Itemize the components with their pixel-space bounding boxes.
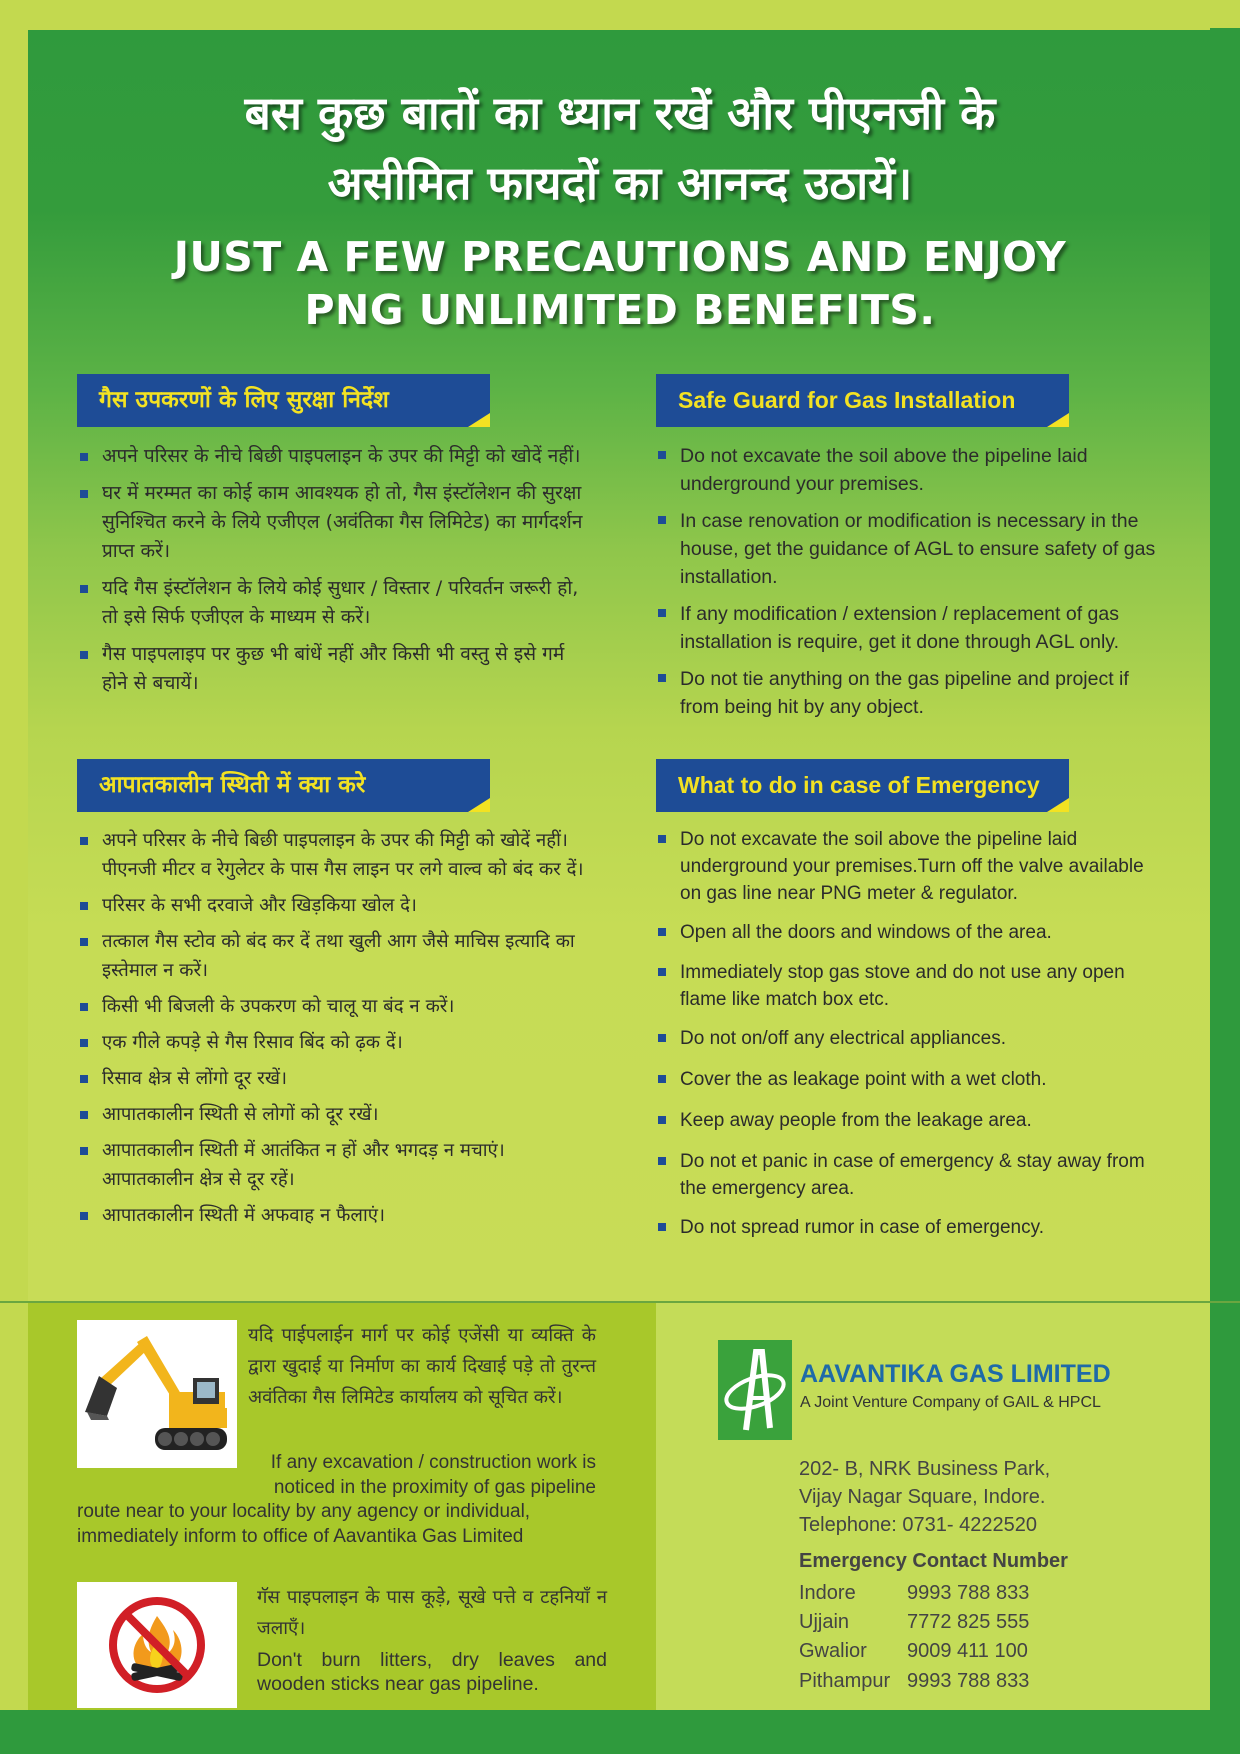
bullet-icon <box>658 1075 666 1083</box>
list-item: Do not spread rumor in case of emergency. <box>656 1214 1168 1241</box>
contact-number: 9993 788 833 <box>907 1582 1030 1604</box>
aavantika-logo-icon <box>718 1340 792 1440</box>
excavation-notice-english-line3: route near to your locality by any agency or individual, <box>77 1501 531 1522</box>
telephone: Telephone: 0731- 4222520 <box>799 1514 1037 1536</box>
bullet-icon <box>658 928 666 936</box>
emergency-english-heading <box>656 759 1069 812</box>
list-item: Immediately stop gas stove and do not use any open flame like match box etc. <box>656 959 1168 1013</box>
bullet-icon <box>658 609 666 617</box>
contact-row <box>799 1611 1029 1634</box>
bullet-icon <box>658 1116 666 1124</box>
contact-row <box>799 1640 1028 1663</box>
bullet-icon <box>658 674 666 682</box>
bullet-icon <box>80 1111 88 1119</box>
emergency-english-list <box>656 826 1168 1241</box>
bullet-icon <box>80 1075 88 1083</box>
safeguard-english-heading <box>656 374 1069 427</box>
excavation-notice-english-line4: immediately inform to office of Aavantika Gas Limited <box>77 1526 524 1547</box>
bullet-icon <box>658 835 666 843</box>
emergency-hindi-heading-text: आपातकालीन स्थिती में क्या करे <box>99 772 366 798</box>
list-item: Keep away people from the leakage area. <box>656 1107 1168 1134</box>
company-logo <box>718 1340 792 1440</box>
list-item: Do not excavate the soil above the pipeline laid underground your premises. <box>656 442 1168 498</box>
address-line1: 202- B, NRK Business Park, <box>799 1458 1051 1480</box>
bullet-icon <box>80 490 88 498</box>
heading-corner-accent <box>468 413 490 427</box>
excavation-notice-hindi: यदि पाईपलाईन मार्ग पर कोई एजेंसी या व्यक्ति के द्वारा खुदाई या निर्माण का कार्य दिखाई पड़े तो तुरन्त अवंतिका गैस लिमिटेड कार्यालय को सूचित करें। <box>248 1325 596 1408</box>
contact-number: 9009 411 100 <box>907 1640 1028 1662</box>
list-item: आपातकालीन स्थिती से लोगों को दूर रखें। <box>78 1100 593 1129</box>
contact-row <box>799 1670 1029 1693</box>
excavator-image <box>77 1320 237 1468</box>
burn-notice-english: Don't burn litters, dry leaves and wooden sticks near gas pipeline. <box>257 1649 607 1695</box>
bullet-icon <box>658 1034 666 1042</box>
contact-number: 9993 788 833 <box>907 1670 1030 1692</box>
right-border <box>1210 28 1240 1710</box>
bullet-icon <box>80 651 88 659</box>
list-item: यदि गैस इंस्टॉलेशन के लिये कोई सुधार / विस्तार / परिवर्तन जरूरी हो, तो इसे सिर्फ एजीएल के माध्यम से करें। <box>78 574 593 632</box>
contact-city: Gwalior <box>799 1640 867 1662</box>
bullet-icon <box>80 902 88 910</box>
section-divider <box>0 1301 1240 1303</box>
contact-number: 7772 825 555 <box>907 1611 1030 1633</box>
contact-city: Indore <box>799 1582 856 1604</box>
bullet-icon <box>80 1147 88 1155</box>
english-title-line1: JUST A FEW PRECAUTIONS AND ENJOY <box>173 233 1067 281</box>
safeguard-hindi-heading <box>77 374 490 427</box>
safeguard-hindi-heading-text: गैस उपकरणों के लिए सुरक्षा निर्देश <box>99 387 389 413</box>
burn-notice-hindi: गॅस पाइपलाइन के पास कूड़े, सूखे पत्ते व टहनियाँ न जलाएँ। <box>257 1587 607 1639</box>
list-item: रिसाव क्षेत्र से लोंगो दूर रखें। <box>78 1064 593 1093</box>
list-item: परिसर के सभी दरवाजे और खिड़किया खोल दे। <box>78 891 593 920</box>
footer-bar <box>0 1710 1240 1754</box>
safeguard-hindi-list <box>78 442 593 706</box>
heading-corner-accent <box>1047 798 1069 812</box>
bullet-icon <box>658 968 666 976</box>
list-item: गैस पाइपलाइप पर कुछ भी बांधें नहीं और किसी भी वस्तु से इसे गर्म होने से बचायें। <box>78 640 593 698</box>
no-fire-icon <box>77 1582 237 1708</box>
list-item: Do not excavate the soil above the pipeline laid underground your premises.Turn off the valve available on gas line near PNG meter & regulator. <box>656 826 1168 907</box>
list-item: In case renovation or modification is necessary in the house, get the guidance of AGL to ensure safety of gas installation. <box>656 507 1168 591</box>
list-item: If any modification / extension / replacement of gas installation is require, get it done through AGL only. <box>656 600 1168 656</box>
bullet-icon <box>80 837 88 845</box>
safeguard-english-heading-text: Safe Guard for Gas Installation <box>678 387 1016 413</box>
bullet-icon <box>80 585 88 593</box>
contact-city: Pithampur <box>799 1670 891 1692</box>
contact-city: Ujjain <box>799 1611 850 1633</box>
no-burn-image <box>77 1582 237 1708</box>
hindi-title-line2: असीमित फायदों का आनन्द उठायें। <box>327 156 913 210</box>
bullet-icon <box>80 1212 88 1220</box>
list-item: Do not et panic in case of emergency & stay away from the emergency area. <box>656 1148 1168 1202</box>
bullet-icon <box>658 451 666 459</box>
address-line2: Vijay Nagar Square, Indore. <box>799 1486 1046 1508</box>
emergency-english-heading-text: What to do in case of Emergency <box>678 772 1040 798</box>
bullet-icon <box>80 1039 88 1047</box>
hindi-title-line1: बस कुछ बातों का ध्यान रखें और पीएनजी के <box>244 86 996 140</box>
excavation-notice-english-line2: noticed in the proximity of gas pipeline <box>273 1477 596 1498</box>
emergency-contact-heading: Emergency Contact Number <box>799 1550 1068 1572</box>
list-item: आपातकालीन स्थिती में अफवाह न फैलाएं। <box>78 1201 593 1230</box>
bullet-icon <box>658 1223 666 1231</box>
heading-corner-accent <box>1047 413 1069 427</box>
bullet-icon <box>658 1157 666 1165</box>
company-name: AAVANTIKA GAS LIMITED <box>800 1360 1111 1388</box>
excavation-notice-english-line1: If any excavation / construction work is <box>270 1452 596 1473</box>
bullet-icon <box>80 938 88 946</box>
english-title-line2: PNG UNLIMITED BENEFITS. <box>304 286 936 334</box>
company-subtitle: A Joint Venture Company of GAIL & HPCL <box>800 1394 1101 1411</box>
list-item: आपातकालीन स्थिती में आतंकित न हों और भगदड़ न मचाएं। आपातकालीन क्षेत्र से दूर रहें। <box>78 1136 593 1194</box>
list-item: घर में मरम्मत का कोई काम आवश्यक हो तो, गैस इंस्टॉलेशन की सुरक्षा सुनिश्चित करने के लिये एजीएल (अवंतिका गैस लिमिटेड) का मार्गदर्शन प्राप्त करें। <box>78 479 593 566</box>
safeguard-english-list <box>656 442 1168 721</box>
list-item: Cover the as leakage point with a wet cloth. <box>656 1066 1168 1093</box>
list-item: Do not tie anything on the gas pipeline and project if from being hit by any object. <box>656 665 1168 721</box>
bullet-icon <box>80 453 88 461</box>
list-item: किसी भी बिजली के उपकरण को चालू या बंद न करें। <box>78 992 593 1021</box>
list-item: तत्काल गैस स्टोव को बंद कर दें तथा खुली आग जैसे माचिस इत्यादि का इस्तेमाल न करें। <box>78 927 593 985</box>
contact-row <box>799 1582 1029 1605</box>
bullet-icon <box>658 516 666 524</box>
emergency-hindi-heading <box>77 759 490 812</box>
heading-corner-accent <box>468 798 490 812</box>
list-item: अपने परिसर के नीचे बिछी पाइपलाइन के उपर की मिट्टी को खोदें नहीं। पीएनजी मीटर व रेगुलेटर के पास गैस लाइन पर लगे वाल्व को बंद कर दें। <box>78 826 593 884</box>
list-item: अपने परिसर के नीचे बिछी पाइपलाइन के उपर की मिट्टी को खोदें नहीं। <box>78 442 593 471</box>
bullet-icon <box>80 1003 88 1011</box>
emergency-hindi-list <box>78 826 593 1238</box>
list-item: Open all the doors and windows of the area. <box>656 919 1168 946</box>
list-item: Do not on/off any electrical appliances. <box>656 1025 1168 1052</box>
excavator-icon <box>77 1320 237 1468</box>
list-item: एक गीले कपड़े से गैस रिसाव बिंद को ढ़क दें। <box>78 1028 593 1057</box>
